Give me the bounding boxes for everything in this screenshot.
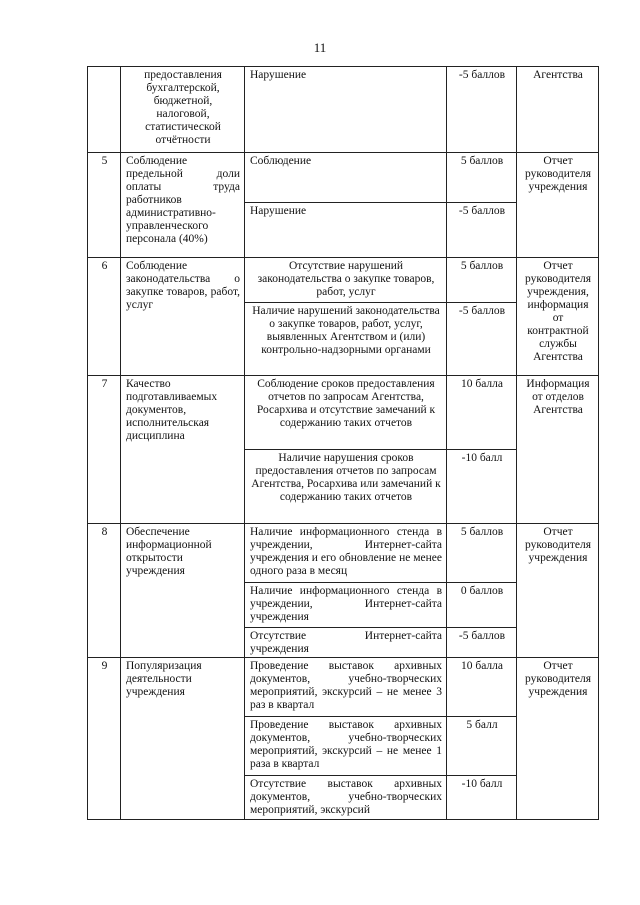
condition-cell: Нарушение — [245, 203, 447, 258]
row-number: 5 — [88, 153, 121, 258]
criterion-cell: предоставления бухгалтерской, бюджетной, налоговой, статистической отчётности — [121, 67, 245, 153]
condition-cell: Проведение выставок архивных документов, учебно-творческих мероприятий, экскурсий – не менее 3 раз в квартал — [245, 658, 447, 717]
score-cell: 5 баллов — [447, 258, 517, 303]
score-cell: 5 баллов — [447, 524, 517, 583]
score-cell: -5 баллов — [447, 203, 517, 258]
condition-cell: Проведение выставок архивных документов, учебно-творческих мероприятий, экскурсий – не менее 1 раза в квартал — [245, 717, 447, 776]
criteria-table — [87, 66, 599, 820]
condition-cell: Отсутствие Интернет-сайта учреждения — [245, 628, 447, 658]
condition-cell: Отсутствие выставок архивных документов, учебно-творческих мероприятий, экскурсий — [245, 776, 447, 820]
row-number: 8 — [88, 524, 121, 658]
condition-cell: Нарушение — [245, 67, 447, 153]
row-number: 7 — [88, 376, 121, 524]
score-cell: -10 балл — [447, 776, 517, 820]
table-row — [88, 153, 599, 203]
score-cell: 10 балла — [447, 376, 517, 450]
score-cell: -10 балл — [447, 450, 517, 524]
condition-cell: Соблюдение — [245, 153, 447, 203]
source-cell: Информация от отделов Агентства — [517, 376, 599, 524]
page-number: 11 — [313, 40, 327, 55]
criterion-cell: Популяризация деятельности учреждения — [121, 658, 245, 820]
condition-cell: Отсутствие нарушений законодательства о закупке товаров, работ, услуг — [245, 258, 447, 303]
table-row — [88, 67, 599, 153]
criterion-cell: Соблюдение предельной доли оплаты труда работников административно-управленческого персонала (40%) — [121, 153, 245, 258]
score-cell: 5 балл — [447, 717, 517, 776]
condition-cell: Наличие нарушения сроков предоставления отчетов по запросам Агентства, Росархива или замечаний к содержанию таких отчетов — [245, 450, 447, 524]
score-cell: -5 баллов — [447, 303, 517, 376]
table-row — [88, 524, 599, 583]
criterion-cell: Соблюдение законодательства о закупке товаров, работ, услуг — [121, 258, 245, 376]
source-cell: Агентства — [517, 67, 599, 153]
score-cell: 10 балла — [447, 658, 517, 717]
source-cell: Отчет руководителя учреждения, информация от контрактной службы Агентства — [517, 258, 599, 376]
condition-cell: Наличие информационного стенда в учреждении, Интернет-сайта учреждения — [245, 583, 447, 628]
condition-cell: Наличие информационного стенда в учреждении, Интернет-сайта учреждения и его обновление не менее одного раза в месяц — [245, 524, 447, 583]
table-row — [88, 658, 599, 717]
table-row — [88, 376, 599, 450]
score-cell: 5 баллов — [447, 153, 517, 203]
score-cell: -5 баллов — [447, 67, 517, 153]
row-number: 9 — [88, 658, 121, 820]
row-number: 6 — [88, 258, 121, 376]
score-cell: -5 баллов — [447, 628, 517, 658]
source-cell: Отчет руководителя учреждения — [517, 153, 599, 258]
source-cell: Отчет руководителя учреждения — [517, 524, 599, 658]
criterion-cell: Обеспечение информационной открытости учреждения — [121, 524, 245, 658]
row-number — [88, 67, 121, 153]
condition-cell: Наличие нарушений законодательства о закупке товаров, работ, услуг, выявленных Агентством и (или) контрольно-надзорными органами — [245, 303, 447, 376]
table-row — [88, 258, 599, 303]
source-cell: Отчет руководителя учреждения — [517, 658, 599, 820]
score-cell: 0 баллов — [447, 583, 517, 628]
criterion-cell: Качество подготавливаемых документов, исполнительская дисциплина — [121, 376, 245, 524]
condition-cell: Соблюдение сроков предоставления отчетов по запросам Агентства, Росархива и отсутствие замечаний к содержанию таких отчетов — [245, 376, 447, 450]
